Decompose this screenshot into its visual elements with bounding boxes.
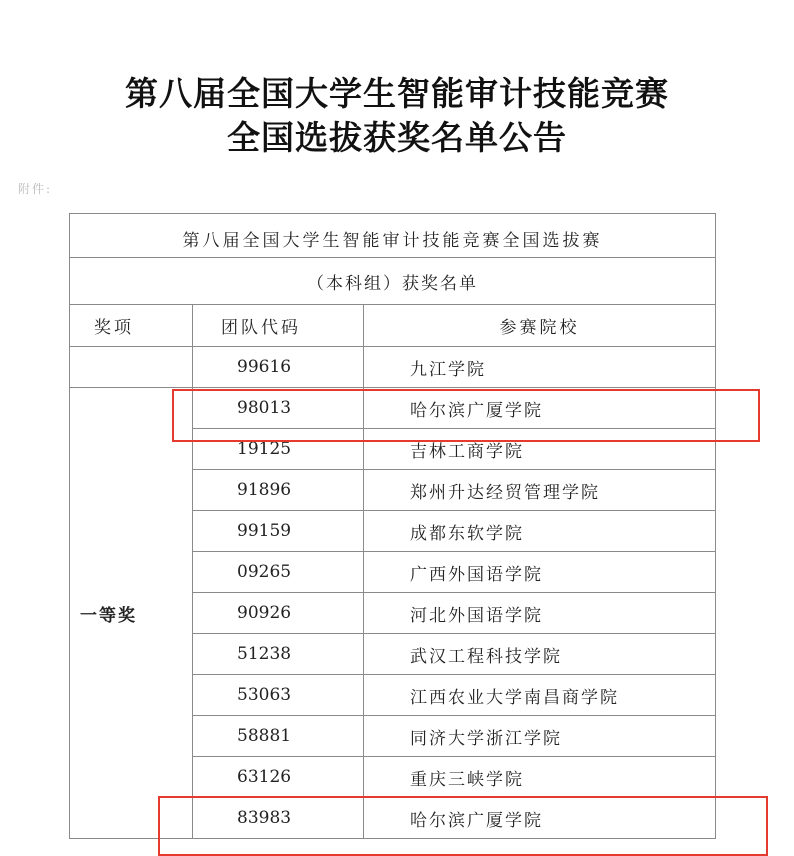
team-code: 58881 bbox=[193, 716, 364, 757]
school-name: 吉林工商学院 bbox=[364, 429, 716, 470]
award-first-prize: 一等奖 bbox=[70, 388, 193, 839]
team-code: 51238 bbox=[193, 634, 364, 675]
school-name: 江西农业大学南昌商学院 bbox=[364, 675, 716, 716]
header-school: 参赛院校 bbox=[364, 305, 716, 347]
header-award: 奖项 bbox=[70, 305, 193, 347]
table-row bbox=[70, 388, 716, 429]
award-table bbox=[69, 213, 716, 839]
school-name: 武汉工程科技学院 bbox=[364, 634, 716, 675]
faded-attachment-label: 附件: bbox=[18, 182, 53, 196]
team-code: 90926 bbox=[193, 593, 364, 634]
team-code: 19125 bbox=[193, 429, 364, 470]
school-name: 河北外国语学院 bbox=[364, 593, 716, 634]
school-name: 重庆三峡学院 bbox=[364, 757, 716, 798]
document-title-line-2: 全国选拔获奖名单公告 bbox=[227, 118, 567, 157]
team-code: 91896 bbox=[193, 470, 364, 511]
school-name: 哈尔滨广厦学院 bbox=[364, 388, 716, 429]
table-caption-line-2: （本科组）获奖名单 bbox=[70, 258, 716, 305]
team-code: 99616 bbox=[193, 347, 364, 388]
document-title-line-1: 第八届全国大学生智能审计技能竞赛 bbox=[125, 74, 669, 113]
award-cell bbox=[70, 347, 193, 388]
team-code: 09265 bbox=[193, 552, 364, 593]
team-code: 83983 bbox=[193, 798, 364, 839]
school-name: 哈尔滨广厦学院 bbox=[364, 798, 716, 839]
table-header-row bbox=[70, 305, 716, 347]
school-name: 广西外国语学院 bbox=[364, 552, 716, 593]
school-name: 郑州升达经贸管理学院 bbox=[364, 470, 716, 511]
team-code: 53063 bbox=[193, 675, 364, 716]
table-row bbox=[70, 347, 716, 388]
team-code: 99159 bbox=[193, 511, 364, 552]
header-team-code: 团队代码 bbox=[193, 305, 364, 347]
table-caption-line-1: 第八届全国大学生智能审计技能竞赛全国选拔赛 bbox=[70, 214, 716, 258]
school-name: 成都东软学院 bbox=[364, 511, 716, 552]
team-code: 98013 bbox=[193, 388, 364, 429]
school-name: 九江学院 bbox=[364, 347, 716, 388]
school-name: 同济大学浙江学院 bbox=[364, 716, 716, 757]
team-code: 63126 bbox=[193, 757, 364, 798]
